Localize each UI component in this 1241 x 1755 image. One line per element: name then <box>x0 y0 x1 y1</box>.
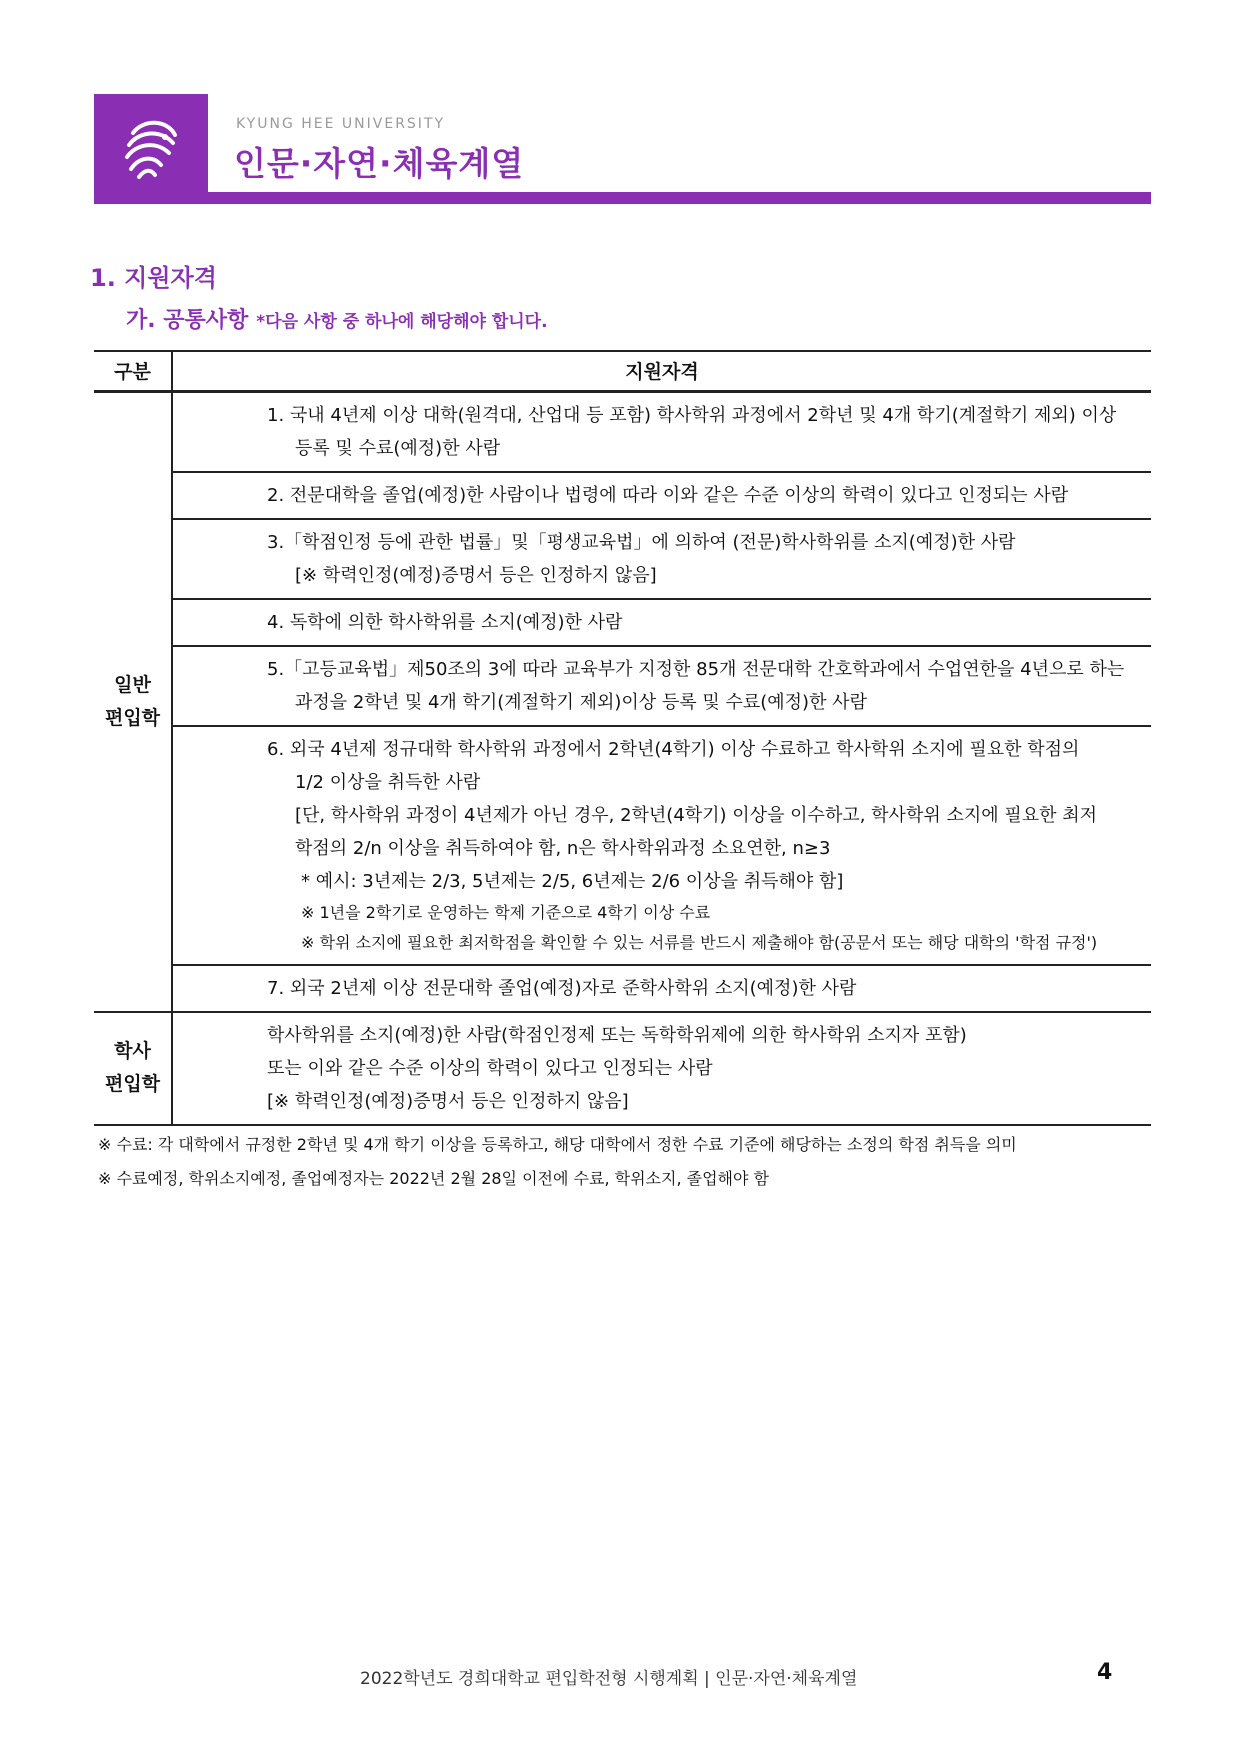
item-text: * 예시: 3년제는 2/3, 5년제는 2/5, 6년제는 2/6 이상을 취득해야 함] <box>301 870 844 892</box>
category-label: 학사 <box>114 1040 151 1062</box>
item-text: 7. 외국 2년제 이상 전문대학 졸업(예정)자로 준학사학위 소지(예정)한 사람 <box>267 977 857 999</box>
table-row <box>94 726 1151 965</box>
category-bachelor-transfer <box>94 1012 172 1125</box>
requirement-item-1 <box>172 391 1151 472</box>
item-text: 1. 국내 4년제 이상 대학(원격대, 산업대 등 포함) 학사학위 과정에서 2학년 및 4개 학기(계절학기 제외) 이상 <box>267 404 1117 426</box>
item-text: 5.「고등교육법」제50조의 3에 따라 교육부가 지정한 85개 전문대학 간호학과에서 수업연한을 4년으로 하는 <box>267 658 1125 680</box>
table-row <box>94 965 1151 1012</box>
item-text: 학사학위를 소지(예정)한 사람(학점인정제 또는 독학학위제에 의한 학사학위 소지자 포함) <box>267 1024 967 1046</box>
item-text: 1/2 이상을 취득한 사람 <box>295 771 481 793</box>
table-row <box>94 1012 1151 1125</box>
table-row <box>94 646 1151 726</box>
item-text: 2. 전문대학을 졸업(예정)한 사람이나 법령에 따라 이와 같은 수준 이상의 학력이 있다고 인정되는 사람 <box>267 484 1069 506</box>
page-footer: 2022학년도 경희대학교 편입학전형 시행계획 | 인문·자연·체육계열 <box>360 1669 858 1689</box>
item-text: 3.「학점인정 등에 관한 법률」및「평생교육법」에 의하여 (전문)학사학위를 소지(예정)한 사람 <box>267 531 1016 553</box>
item-text: [단, 학사학위 과정이 4년제가 아닌 경우, 2학년(4학기) 이상을 이수하고, 학사학위 소지에 필요한 최저 <box>295 804 1097 826</box>
header-eligibility: 지원자격 <box>172 351 1151 391</box>
table-row <box>94 599 1151 646</box>
category-general-transfer <box>94 391 172 1012</box>
page-header <box>94 94 1151 204</box>
requirement-item-2 <box>172 472 1151 519</box>
section-title: 1. 지원자격 <box>90 264 217 292</box>
requirement-item-7 <box>172 965 1151 1012</box>
category-label: 편입학 <box>104 706 161 729</box>
page-number: 4 <box>1097 1660 1113 1685</box>
table-row <box>94 472 1151 519</box>
subsection-note: *다음 사항 중 하나에 해당해야 합니다. <box>256 312 548 332</box>
table-header-row <box>94 351 1151 391</box>
header-category: 구분 <box>94 351 172 391</box>
footnote-deadline: ※ 수료예정, 학위소지예정, 졸업예정자는 2022년 2월 28일 이전에 수료, 학위소지, 졸업해야 함 <box>98 1169 770 1188</box>
requirement-item-4 <box>172 599 1151 646</box>
footnote-completion: ※ 수료: 각 대학에서 규정한 2학년 및 4개 학기 이상을 등록하고, 해당 대학에서 정한 수료 기준에 해당하는 소정의 학점 취득을 의미 <box>98 1135 1017 1154</box>
item-text: 또는 이와 같은 수준 이상의 학력이 있다고 인정되는 사람 <box>267 1057 713 1079</box>
category-label: 편입학 <box>104 1073 161 1095</box>
requirement-item-5 <box>172 646 1151 726</box>
item-note: ※ 1년을 2학기로 운영하는 학제 기준으로 4학기 이상 수료 <box>301 902 711 922</box>
item-note: ※ 학위 소지에 필요한 최저학점을 확인할 수 있는 서류를 반드시 제출해야 함(공문서 또는 해당 대학의 '학점 규정') <box>301 932 1098 952</box>
lion-icon <box>115 113 187 185</box>
table-row <box>94 391 1151 472</box>
item-text: 등록 및 수료(예정)한 사람 <box>295 437 501 459</box>
item-text: 학점의 2/n 이상을 취득하여야 함, n은 학사학위과정 소요연한, n≥3 <box>295 837 831 859</box>
item-text: [※ 학력인정(예정)증명서 등은 인정하지 않음] <box>295 564 657 586</box>
header-accent-bar <box>208 192 1151 204</box>
university-logo <box>94 94 208 204</box>
item-text: 6. 외국 4년제 정규대학 학사학위 과정에서 2학년(4학기) 이상 수료하고 학사학위 소지에 필요한 학점의 <box>267 738 1080 760</box>
item-text: 과정을 2학년 및 4개 학기(계절학기 제외)이상 등록 및 수료(예정)한 사람 <box>295 691 867 713</box>
requirement-item-6 <box>172 726 1151 965</box>
item-text: [※ 학력인정(예정)증명서 등은 인정하지 않음] <box>267 1090 629 1112</box>
eligibility-table <box>94 350 1151 1126</box>
university-name: KYUNG HEE UNIVERSITY <box>236 116 446 132</box>
footnotes <box>98 1128 1017 1196</box>
subsection-title <box>126 303 548 334</box>
item-text: 4. 독학에 의한 학사학위를 소지(예정)한 사람 <box>267 611 623 633</box>
requirement-bachelor <box>172 1012 1151 1125</box>
requirement-item-3 <box>172 519 1151 599</box>
header-title: 인문·자연·체육계열 <box>234 144 525 183</box>
category-label: 일반 <box>114 673 151 696</box>
table-row <box>94 519 1151 599</box>
subsection-label: 가. 공통사항 <box>126 308 249 333</box>
